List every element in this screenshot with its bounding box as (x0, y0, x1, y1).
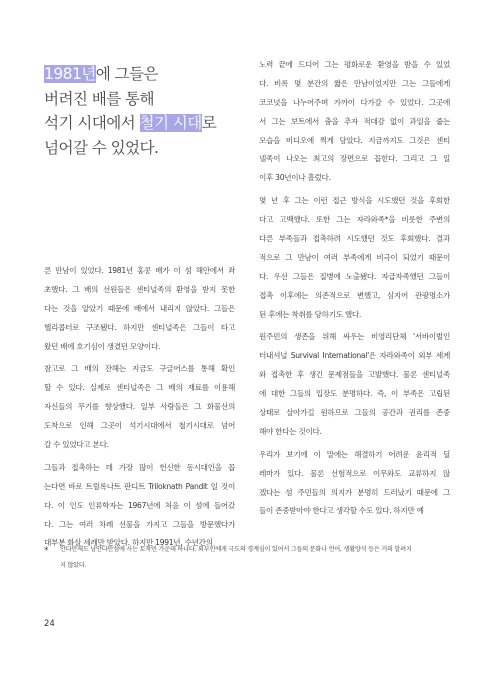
page-number: 24 (44, 619, 55, 629)
text-line: 헬리콥터로 구조됐다. 하지만 센티널족은 그들이 타고 (44, 322, 235, 332)
text-line: 왔던 배에 호기심이 생겼던 모양이다. (44, 341, 161, 351)
text-line: 우리가 보기에 이 말에는 해결하기 어려운 윤리적 딜 (259, 449, 450, 459)
text-line: 다. 그는 여러 차례 선물을 가지고 그들을 방문했다가 (44, 519, 235, 529)
text-line: 도착으로 인해 그곳이 석기시대에서 철기시대로 넘어 (44, 421, 235, 431)
footnote-line: 지 않았다. (60, 562, 87, 569)
text-line: 다. 이 인도 인류학자는 1967년에 처음 이 섬에 들어갔 (44, 500, 235, 510)
paragraph (259, 446, 450, 522)
text-line: 코코넛을 나누어주며 가까이 다가갈 수 있었다. 그곳에 (259, 97, 450, 107)
text-line: 노력 끝에 드디어 그는 평화로운 환영을 받을 수 있었 (259, 60, 450, 69)
text-line: 터내셔널 Survival International'은 자라와족이 외부 세계 (259, 351, 450, 361)
pull-quote-line: 넘어갈 수 있었다. (44, 138, 159, 157)
text-line: 다. 우선 그들은 질병에 노출됐다. 자급자족했던 그들이 (259, 271, 450, 281)
text-line: 대부분 화살 세례만 받았다. 하지만 1991년, 수년간의 (44, 538, 213, 548)
text-line: 된 후에는 착취를 당하기도 했다. (259, 309, 362, 319)
text-line: 겠다는 섬 주민들의 의지가 분명히 드러났기 때문에 그 (259, 487, 450, 497)
highlighted-text: 철기 시대 (139, 114, 202, 132)
text-line: 자신들의 무기를 향상했다. 일부 사람들은 그 화물선의 (44, 402, 235, 412)
text-line: 할 수 있다. 실제로 센티널족은 그 배의 재료를 이용해 (44, 383, 235, 393)
text-line: 적으로 그 만남이 여러 부족에게 비극이 되었기 때문이 (259, 252, 450, 262)
text-line: 와 접촉한 후 생긴 문제점들을 고발했다. 물론 센티널족 (259, 370, 450, 380)
pull-quote-line: 버려진 배를 통해 (44, 89, 154, 108)
highlighted-text: 1981년 (44, 65, 96, 83)
text-line: 갈 수 있었다고 본다. (44, 440, 109, 450)
left-text-column (44, 262, 235, 557)
text-line: 른 만남이 있었다. 1981년 홍콩 배가 이 섬 해안에서 좌 (44, 266, 235, 275)
paragraph (44, 262, 235, 356)
text-line: 넬족이 나오는 최고의 장면으로 꼽힌다. 그리고 그 일 (259, 154, 450, 164)
paragraph (259, 192, 450, 324)
text-line: 그들과 접촉하는 데 가장 많이 헌신한 동시대인을 꼽 (44, 462, 235, 472)
text-line: 다. 비록 몇 분간의 짧은 만남이었지만 그는 그들에게 (259, 78, 450, 88)
text-line: 레마가 있다. 물론 선험적으로 이무와도 교류하지 않 (259, 468, 450, 478)
text-line: 원주민의 생존을 위해 싸우는 비영리단체 '서바이벌인 (259, 332, 450, 342)
text-line: 몇 년 후 그는 이런 접근 방식을 시도했던 것을 후회한 (259, 196, 450, 206)
footnote-line: 안다만제도 남안다만섬에 사는 토착민 가운데 하나다. 외부인에게 극도의 경계심이 있어서 그들의 문화나 언어, 생활양식 등은 거의 알려지 (60, 546, 412, 553)
text-line: 초했다. 그 배의 선원들은 센티널족의 환영을 받지 못한 (44, 284, 235, 294)
paragraph (259, 56, 450, 188)
footnote (44, 542, 456, 574)
right-text-column (259, 56, 450, 525)
text-line: 다른 부족들과 접촉하려 시도했던 것도 후회했다. 결과 (259, 234, 450, 244)
text-line: 서 그는 보트에서 춤을 추자 적대감 없이 과일을 줍는 (259, 116, 450, 126)
pull-quote-line: 1981년에 그들은 (44, 65, 158, 83)
text-line: 접촉 이후에는 의존적으로 변했고, 심지어 관광명소가 (259, 290, 450, 300)
pull-quote (44, 62, 244, 160)
text-line: 해야 한다는 것이다. (259, 426, 322, 436)
text-line: 참고로 그 배의 잔해는 지금도 구글어스를 통해 확인 (44, 364, 235, 374)
text-line: 다는 것을 알았기 때문에 배에서 내리지 않았다. 그들은 (44, 303, 235, 313)
footnote-marker: * (44, 546, 49, 556)
paragraph (44, 459, 235, 553)
text-line: 에 대한 그들의 입장도 분명하다. 즉, 이 부족은 고립된 (259, 389, 450, 399)
pull-quote-line: 석기 시대에서 철기 시대로 (44, 114, 217, 132)
paragraph (259, 328, 450, 441)
paragraph (44, 360, 235, 454)
text-line: 상태로 살아가길 원하므로 그들의 공간과 권리를 존중 (259, 408, 450, 418)
text-line: 모습을 비디오에 찍게 담았다. 지금까지도 그것은 센티 (259, 135, 450, 145)
text-line: 는다면 바로 트릴록나트 판디트 Triloknath Pandit 일 것이 (44, 481, 235, 491)
text-line: 들이 존중받아야 한다고 생각할 수도 있다. 하지만 예 (259, 506, 424, 516)
footnote-divider (44, 536, 456, 537)
text-line: 이후 30년이나 흘렀다. (259, 173, 331, 183)
text-line: 다고 고백했다. 또한 그는 자라와족*을 비롯한 주변의 (259, 215, 450, 225)
